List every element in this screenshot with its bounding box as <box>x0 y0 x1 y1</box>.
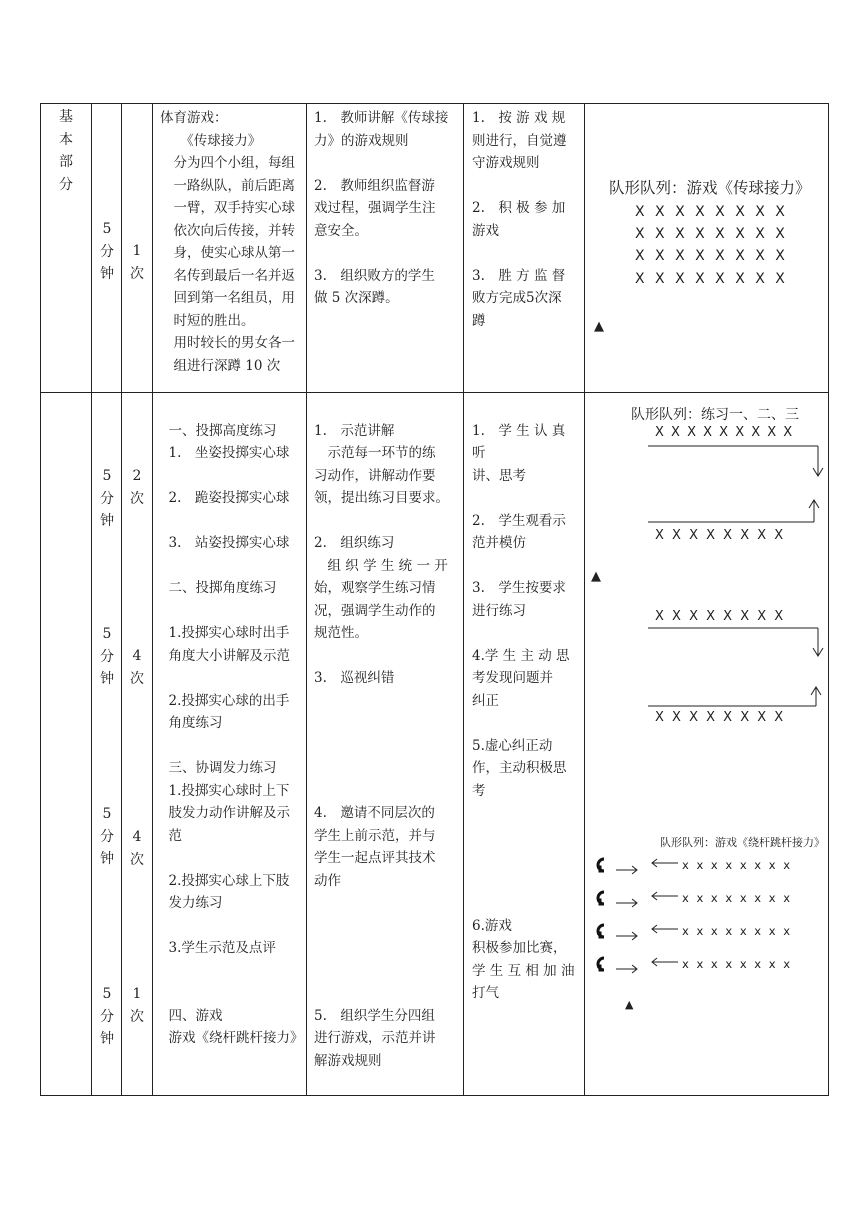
content-line: 身，使实心球从第一 <box>160 245 295 261</box>
formation-row: X X X X X X X X <box>635 271 785 287</box>
teacher-line: 况，强调学生动作的 <box>314 602 436 619</box>
teacher-line: 1. 示范讲解 <box>314 422 395 439</box>
teacher-marker-icon: ▲ <box>591 569 601 584</box>
content-line: 3. 站姿投掷实心球 <box>155 535 290 551</box>
time-unit: 钟 <box>100 1031 114 1047</box>
time-number: 5 <box>102 468 112 484</box>
student-line: 1. 学 生 认 真 听 <box>472 422 566 461</box>
teacher-line: 2. 组织练习 <box>314 535 395 551</box>
teacher-line: 5. 组织学生分四组 <box>314 1007 435 1024</box>
pole-icon <box>597 925 604 937</box>
teacher-line: 1. 教师讲解《传球接 <box>314 110 449 126</box>
time-unit: 分 <box>100 648 114 665</box>
teacher-line: 习动作，讲解动作要 <box>314 467 436 484</box>
content-line: 二、投掷角度练习 <box>155 580 277 596</box>
student-line: 2. 积 极 参 加 <box>472 200 566 216</box>
section-char: 基 <box>59 109 73 125</box>
formation-row: X X X X X X X X <box>655 528 784 543</box>
formation-row: X X X X X X X X <box>635 248 785 264</box>
teacher-line: 组 织 学 生 统 一 开 <box>314 557 448 574</box>
time-unit: 分 <box>100 243 114 260</box>
section-char: 分 <box>59 176 73 193</box>
content-line: 三、协调发力练习 <box>155 760 277 776</box>
pole-icon <box>597 892 604 904</box>
content-line: 回到第一名组员，用 <box>160 290 295 306</box>
student-line: 6.游戏 <box>472 917 512 934</box>
student-line: 3. 学生按要求 <box>472 580 566 596</box>
time-unit: 分 <box>100 490 114 507</box>
content-line: 角度大小讲解及示范 <box>155 647 290 664</box>
time-unit: 钟 <box>100 266 114 282</box>
content-line: 2.投掷实心球上下肢 <box>155 872 290 889</box>
diagram-title: 队形队列：练习一、二、三 <box>631 407 799 423</box>
teacher-line: 3. 巡视纠错 <box>314 670 395 686</box>
student-line: 考 <box>472 782 486 799</box>
content-line: 依次向后传接，并转 <box>160 222 295 239</box>
count-unit: 次 <box>130 851 144 868</box>
count-number: 1 <box>132 243 142 259</box>
content-line: 1.投掷实心球时上下 <box>155 782 290 799</box>
formation-row: X X X X X X X X <box>655 609 784 624</box>
content-line: 角度练习 <box>155 715 223 731</box>
teacher-line: 始，观察学生练习情 <box>314 580 436 596</box>
formation-row: x x x x x x x x <box>682 957 791 971</box>
content-line: 一、投掷高度练习 <box>155 422 277 439</box>
content-line: 1.投掷实心球时出手 <box>155 625 290 641</box>
student-line: 5.虚心纠正动 <box>472 737 553 754</box>
content-line: 《传球接力》 <box>160 132 262 149</box>
time-number: 5 <box>102 626 112 642</box>
content-line: 一路纵队，前后距离 <box>160 177 295 194</box>
time-number: 5 <box>102 806 112 822</box>
teacher-line: 学生一起点评其技术 <box>314 850 436 866</box>
student-line: 范并模仿 <box>472 535 526 551</box>
student-line: 游戏 <box>472 222 499 239</box>
diagram-title: 队形队列：游戏《绕杆跳杆接力》 <box>660 836 825 849</box>
teacher-marker-icon: ▲ <box>625 998 634 1011</box>
section-char: 本 <box>59 131 73 148</box>
student-line: 3. 胜 方 监 督 <box>472 267 566 284</box>
student-line: 考发现问题并 <box>472 670 553 686</box>
content-line: 2. 跪姿投掷实心球 <box>155 490 290 506</box>
content-line: 用时较长的男女各一 <box>160 335 295 351</box>
formation-row: x x x x x x x x <box>682 891 791 905</box>
diagram-title: 队形队列：游戏《传球接力》 <box>609 179 811 197</box>
content-line: 发力练习 <box>155 895 223 911</box>
pole-icon <box>597 859 604 871</box>
count-number: 1 <box>132 986 142 1002</box>
student-line: 讲、思考 <box>472 467 526 484</box>
formation-row: X X X X X X X X <box>635 226 785 242</box>
time-number: 5 <box>102 986 112 1002</box>
student-line: 则进行，自觉遵 <box>472 132 567 149</box>
formation-row: x x x x x x x x <box>682 858 791 872</box>
content-line: 3.学生示范及点评 <box>155 940 276 956</box>
student-line: 4.学 生 主 动 思 <box>472 647 570 664</box>
count-unit: 次 <box>130 490 144 507</box>
count-number: 4 <box>132 648 142 664</box>
student-line: 积极参加比赛， <box>472 940 567 956</box>
student-line: 学 生 互 相 加 油 <box>472 962 575 979</box>
teacher-marker-icon: ▲ <box>594 319 604 334</box>
teacher-line: 3. 组织败方的学生 <box>314 267 435 284</box>
teacher-line: 领，提出练习目要求。 <box>314 490 449 506</box>
student-line: 纠正 <box>472 692 499 709</box>
teacher-line: 戏过程，强调学生注 <box>314 200 436 216</box>
count-unit: 次 <box>130 1008 144 1025</box>
teacher-line: 解游戏规则 <box>314 1052 382 1069</box>
teacher-line: 进行游戏，示范并讲 <box>314 1030 436 1046</box>
formation-row: X X X X X X X X <box>635 204 785 220</box>
count-number: 4 <box>132 829 142 845</box>
student-line: 守游戏规则 <box>472 155 540 171</box>
teacher-line: 4. 邀请不同层次的 <box>314 805 435 821</box>
content-line: 一臂，双手持实心球 <box>160 200 295 216</box>
time-unit: 钟 <box>100 671 114 687</box>
teacher-line: 2. 教师组织监督游 <box>314 177 435 194</box>
teacher-line: 示范每一环节的练 <box>314 445 436 461</box>
teacher-line: 学生上前示范，并与 <box>314 827 436 844</box>
teacher-line: 意安全。 <box>314 222 368 239</box>
student-line: 进行练习 <box>472 602 526 619</box>
pole-icon <box>597 958 604 970</box>
student-line: 败方完成5次深 <box>472 290 562 306</box>
content-line: 体育游戏： <box>160 110 228 126</box>
content-line: 名传到最后一名并返 <box>160 267 295 284</box>
time-unit: 钟 <box>100 851 114 867</box>
content-line: 游戏《绕杆跳杆接力》 <box>155 1030 304 1046</box>
content-line: 组进行深蹲 10 次 <box>160 357 281 374</box>
count-unit: 次 <box>130 265 144 282</box>
student-line: 2. 学生观看示 <box>472 512 566 529</box>
section-char: 部 <box>59 154 73 170</box>
student-line: 作，主动积极思 <box>472 760 567 776</box>
content-line: 2.投掷实心球的出手 <box>155 692 290 709</box>
content-line: 四、游戏 <box>155 1007 223 1024</box>
count-unit: 次 <box>130 670 144 687</box>
student-line: 蹲 <box>472 312 486 329</box>
formation-row: X X X X X X X X X <box>655 425 793 440</box>
student-line: 打气 <box>472 985 499 1001</box>
count-number: 2 <box>132 468 142 484</box>
content-line: 肢发力动作讲解及示 <box>155 805 290 821</box>
content-line: 分为四个小组，每组 <box>160 155 295 171</box>
teacher-line: 力》的游戏规则 <box>314 132 409 149</box>
content-line: 1. 坐姿投掷实心球 <box>155 445 290 461</box>
time-unit: 钟 <box>100 513 114 529</box>
time-unit: 分 <box>100 828 114 845</box>
teacher-line: 动作 <box>314 872 341 889</box>
formation-row: x x x x x x x x <box>682 924 791 938</box>
content-line: 范 <box>155 827 182 844</box>
student-line: 1. 按 游 戏 规 <box>472 110 566 126</box>
content-line: 时短的胜出。 <box>160 312 255 329</box>
time-number: 5 <box>102 221 112 237</box>
teacher-line: 规范性。 <box>314 625 368 641</box>
formation-row: X X X X X X X X <box>655 710 784 725</box>
time-unit: 分 <box>100 1008 114 1025</box>
teacher-line: 做 5 次深蹲。 <box>314 290 399 306</box>
